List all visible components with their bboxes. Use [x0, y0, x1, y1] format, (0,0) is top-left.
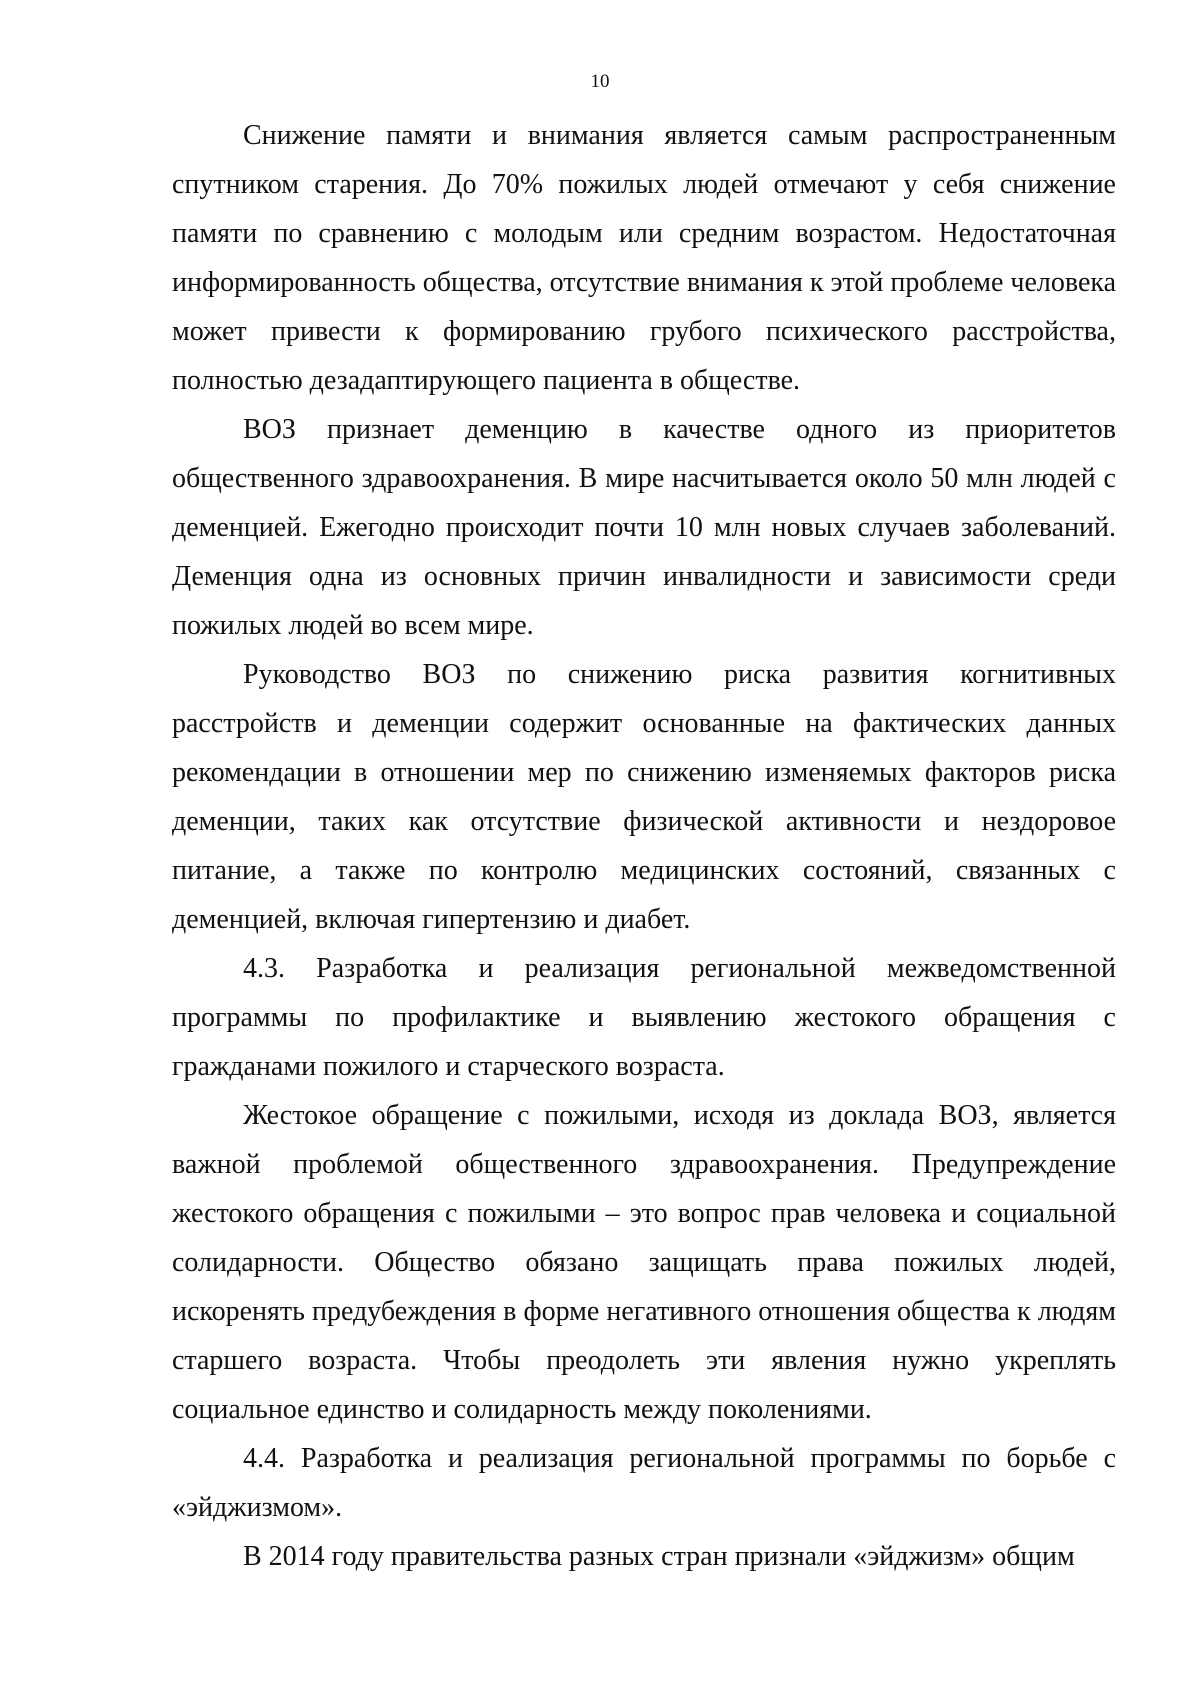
page-number: 10 [590, 71, 610, 92]
document-body [172, 111, 1116, 1581]
paragraph-who-dementia: ВОЗ признает деменцию в качестве одного из приоритетов общественного здравоохранения. В мире насчитывается около 50 млн людей с деменцией. Ежегодно происходит почти 10 млн новых случаев заболеваний. Деменция одна из основных причин инвалидности и зависимости среди пожилых людей во всем мире. [172, 414, 1116, 641]
section-heading-4-4: 4.4. Разработка и реализация региональной программы по борьбе с «эйджизмом». [172, 1443, 1116, 1523]
paragraph-elder-abuse: Жестокое обращение с пожилыми, исходя из доклада ВОЗ, является важной проблемой общественного здравоохранения. Предупреждение жестокого обращения с пожилыми – это вопрос прав человека и социальной солидарности. Общество обязано защищать права пожилых людей, искоренять предубеждения в форме негативного отношения общества к людям старшего возраста. Чтобы преодолеть эти явления нужно укреплять социальное единство и солидарность между поколениями. [172, 1100, 1116, 1425]
paragraph-who-guidelines: Руководство ВОЗ по снижению риска развития когнитивных расстройств и деменции содержит основанные на фактических данных рекомендации в отношении мер по снижению изменяемых факторов риска деменции, таких как отсутствие физической активности и нездоровое питание, а также по контролю медицинских состояний, связанных с деменцией, включая гипертензию и диабет. [172, 659, 1116, 935]
section-heading-4-3: 4.3. Разработка и реализация региональной межведомственной программы по профилактике и выявлению жестокого обращения с гражданами пожилого и старческого возраста. [172, 953, 1116, 1082]
paragraph-memory-decline: Снижение памяти и внимания является самым распространенным спутником старения. До 70% пожилых людей отмечают у себя снижение памяти по сравнению с молодым или средним возрастом. Недостаточная информированность общества, отсутствие внимания к этой проблеме человека может привести к формированию грубого психического расстройства, полностью дезадаптирующего пациента в обществе. [172, 120, 1116, 396]
paragraph-ageism-2014: В 2014 году правительства разных стран признали «эйджизм» общим [243, 1541, 1075, 1572]
